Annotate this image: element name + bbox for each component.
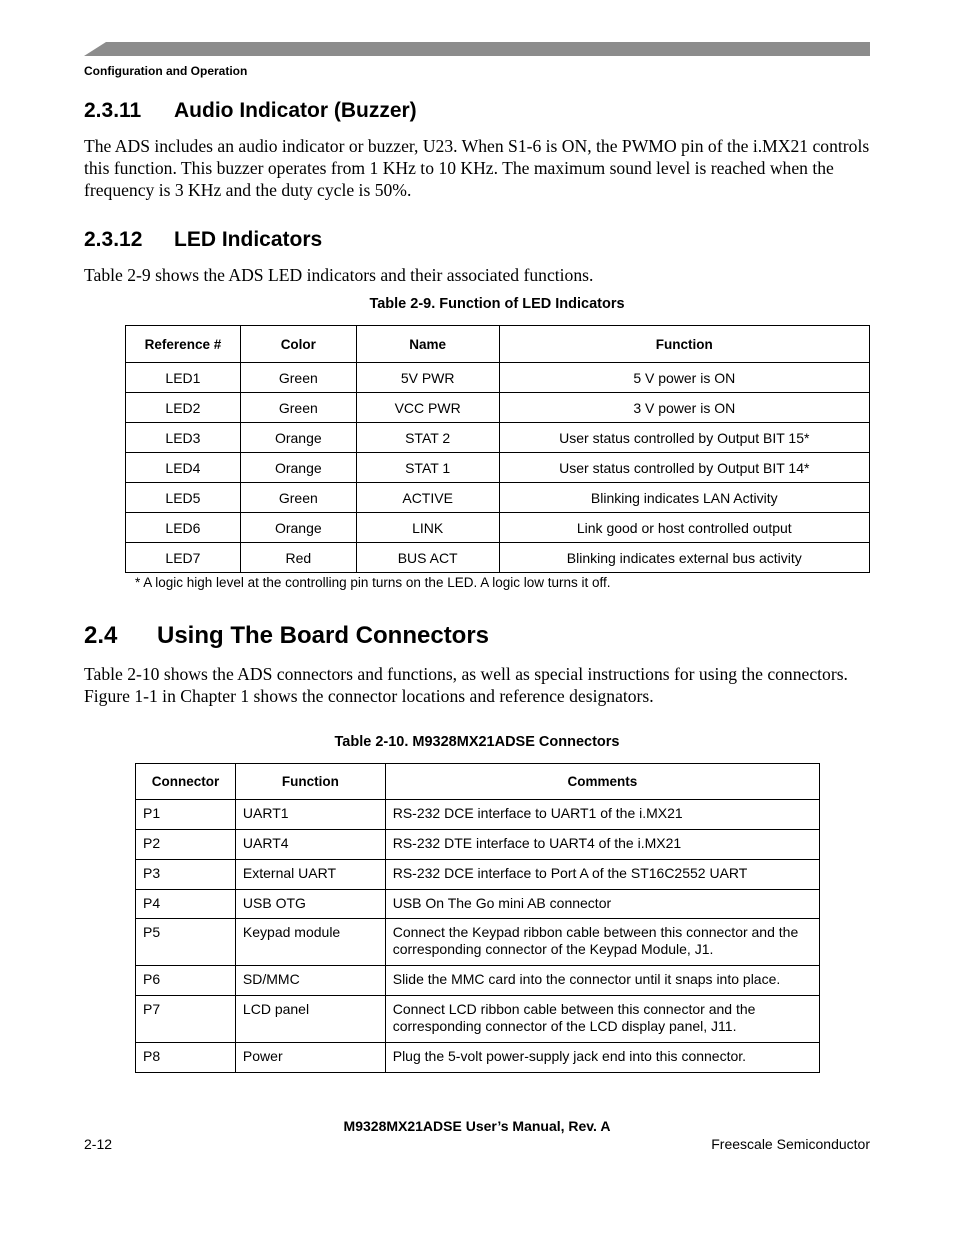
table-cell: STAT 1 (356, 453, 499, 483)
table-cell: 5V PWR (356, 363, 499, 393)
connectors-paragraph: Table 2-10 shows the ADS connectors and functions, as well as special instructions for using the connectors. Figure 1-1 in Chapter 1 shows the connector locations and reference designators. (84, 664, 848, 706)
table-row (126, 513, 870, 543)
column-header: Connector (136, 764, 236, 800)
table-row (126, 393, 870, 423)
table-row (136, 860, 820, 890)
table-cell: Connect the Keypad ribbon cable between this connector and the corresponding connector of the Keypad Module, J1. (385, 919, 819, 966)
table-cell: Power (235, 1043, 385, 1073)
table-cell: USB OTG (235, 890, 385, 919)
table-cell: SD/MMC (235, 966, 385, 996)
led-table-caption: Table 2-9. Function of LED Indicators (369, 296, 625, 312)
table-cell: Orange (240, 453, 356, 483)
table-cell: P2 (136, 830, 236, 860)
column-header: Function (235, 764, 385, 800)
column-header: Function (499, 326, 869, 363)
table-cell: P6 (136, 966, 236, 996)
table-cell: P7 (136, 996, 236, 1043)
table-row (136, 919, 820, 966)
table-cell: LINK (356, 513, 499, 543)
table-row (126, 423, 870, 453)
table-cell: Orange (240, 423, 356, 453)
table-row (126, 453, 870, 483)
table-cell: UART1 (235, 800, 385, 830)
section-heading-2-4 (84, 622, 489, 650)
table-cell: 3 V power is ON (499, 393, 869, 423)
table-cell: Connect LCD ribbon cable between this connector and the corresponding connector of the LCD display panel, J11. (385, 996, 819, 1043)
table-cell: Green (240, 363, 356, 393)
table-header-row (126, 326, 870, 363)
table-cell: P5 (136, 919, 236, 966)
table-row (126, 483, 870, 513)
table-footnote: * A logic high level at the controlling pin turns on the LED. A logic low turns it off. (135, 575, 611, 590)
table-cell: Link good or host controlled output (499, 513, 869, 543)
table-header-row (136, 764, 820, 800)
table-cell: STAT 2 (356, 423, 499, 453)
table-cell: UART4 (235, 830, 385, 860)
table-row (126, 363, 870, 393)
table-cell: BUS ACT (356, 543, 499, 573)
table-row (136, 890, 820, 919)
running-head: Configuration and Operation (84, 64, 248, 78)
table-cell: Green (240, 483, 356, 513)
table-cell: User status controlled by Output BIT 15* (499, 423, 869, 453)
buzzer-paragraph: The ADS includes an audio indicator or buzzer, U23. When S1-6 is ON, the PWMO pin of the i.MX21 controls this function. This buzzer operates from 1 KHz to 10 KHz. The maximum sound level is reached when the frequency is 3 KHz and the duty cycle is 50%. (84, 136, 870, 200)
table-cell: LED5 (126, 483, 241, 513)
column-header: Color (240, 326, 356, 363)
table-row (136, 800, 820, 830)
table-row (126, 543, 870, 573)
table-cell: P4 (136, 890, 236, 919)
table-cell: LCD panel (235, 996, 385, 1043)
table-cell: LED4 (126, 453, 241, 483)
table-cell: Blinking indicates LAN Activity (499, 483, 869, 513)
section-number: 2.3.12 (84, 228, 143, 251)
table-cell: P1 (136, 800, 236, 830)
table-cell: LED7 (126, 543, 241, 573)
section-title: Audio Indicator (Buzzer) (174, 99, 417, 122)
table-cell: 5 V power is ON (499, 363, 869, 393)
table-cell: RS-232 DCE interface to Port A of the ST16C2552 UART (385, 860, 819, 890)
table-row (136, 1043, 820, 1073)
conn-table-caption: Table 2-10. M9328MX21ADSE Connectors (334, 734, 620, 750)
company-name: Freescale Semiconductor (711, 1136, 870, 1152)
led-paragraph: Table 2-9 shows the ADS LED indicators and their associated functions. (84, 265, 594, 285)
column-header: Reference # (126, 326, 241, 363)
table-cell: LED6 (126, 513, 241, 543)
connectors-table (135, 763, 820, 1073)
table-cell: Slide the MMC card into the connector until it snaps into place. (385, 966, 819, 996)
table-cell: USB On The Go mini AB connector (385, 890, 819, 919)
table-cell: LED1 (126, 363, 241, 393)
section-number: 2.3.11 (84, 99, 142, 122)
section-title: Using The Board Connectors (157, 622, 490, 649)
led-table (125, 325, 870, 573)
table-cell: Green (240, 393, 356, 423)
manual-title: M9328MX21ADSE User’s Manual, Rev. A (343, 1118, 611, 1134)
column-header: Name (356, 326, 499, 363)
table-cell: Blinking indicates external bus activity (499, 543, 869, 573)
table-cell: Keypad module (235, 919, 385, 966)
section-heading-2-3-12 (84, 228, 322, 252)
section-number: 2.4 (84, 622, 118, 649)
table-cell: VCC PWR (356, 393, 499, 423)
table-cell: User status controlled by Output BIT 14* (499, 453, 869, 483)
page-number: 2-12 (84, 1136, 113, 1152)
table-cell: LED3 (126, 423, 241, 453)
table-cell: Plug the 5-volt power-supply jack end into this connector. (385, 1043, 819, 1073)
table-cell: Orange (240, 513, 356, 543)
table-cell: ACTIVE (356, 483, 499, 513)
table-cell: Red (240, 543, 356, 573)
table-cell: RS-232 DCE interface to UART1 of the i.MX21 (385, 800, 819, 830)
table-row (136, 966, 820, 996)
table-cell: RS-232 DTE interface to UART4 of the i.MX21 (385, 830, 819, 860)
table-cell: External UART (235, 860, 385, 890)
table-row (136, 830, 820, 860)
section-heading-2-3-11 (84, 99, 417, 123)
table-cell: P3 (136, 860, 236, 890)
table-row (136, 996, 820, 1043)
header-banner (84, 42, 870, 56)
table-cell: LED2 (126, 393, 241, 423)
table-cell: P8 (136, 1043, 236, 1073)
section-title: LED Indicators (174, 228, 323, 251)
column-header: Comments (385, 764, 819, 800)
